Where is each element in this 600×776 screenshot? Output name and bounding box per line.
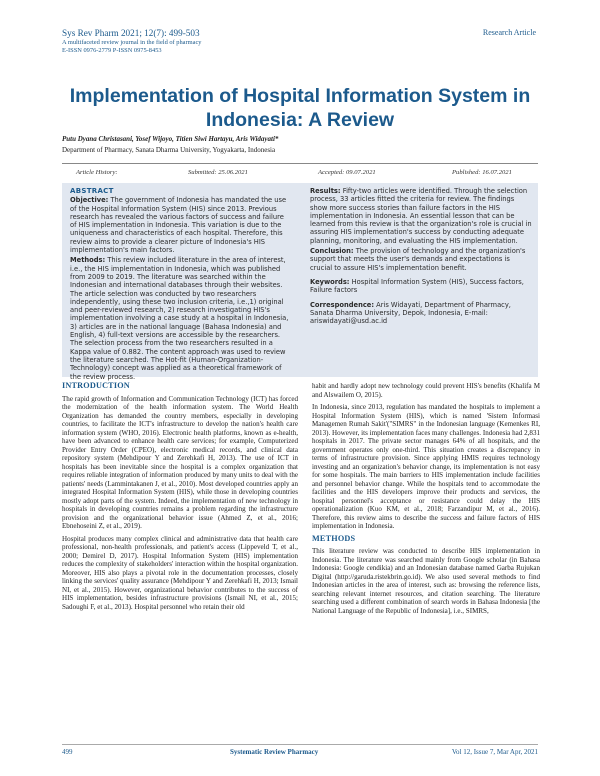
intro-paragraph-4: In Indonesia, since 2013, regulation has mandated the hospitals to implement a Hospital Information System (HIS), which is named 'Sistem Informasi Managemen Rumah Sakit'("SIMRS" in the Indonesian language (Kemenkes RI, 2013). However, its implementation faces many challenges. Indonesia had 2,831 hospitals in 2017. The private sector manages 64% of all hospitals, and the government operates only one-third. This situation creates a discrepancy in terms of infrastructure provision. Since applying HMIS requires technology investing and an organization's behavior change, its implementation is not easy for some hospitals. The main barriers to HIS implementation include facilities and personnel behavior change. While the hospitals tend to accommodate the facilities and the HIS developers improve their products and services, the hospital personnel's acceptance or resistance could delay the HIS operationalization (Kuo KM, et al., 2018; Farzandipur M, et al., 2016). Therefore, this review aims to describe the success and failure factors of HIS implementation in Indonesia. bbox=[312, 403, 540, 530]
submitted-date: Submitted: 25.06.2021 bbox=[188, 169, 248, 176]
abstract-results: Results: Fifty-two articles were identified. Through the selection process, 33 articles fitted the criteria for review. The findings show more success stories than failure factors in the HIS implementation in Indonesia. An essential lesson that can be learned from this review is that the organization's role is crucial in assuring HIS implementation's success by conducting adequate planning, monitoring, and evaluating the HIS implementation. bbox=[310, 187, 532, 245]
article-history bbox=[62, 163, 538, 185]
history-label: Article History: bbox=[76, 169, 118, 176]
body-right-column bbox=[312, 382, 540, 619]
body-left-column bbox=[62, 382, 298, 615]
abstract-objective: Objective: The government of Indonesia has mandated the use of the Hospital Information System (HIS) since 2013. Previous research has revealed the various factors of success and failure of HIS implementation in Indonesia. This variation is due to the uniqueness and characteristics of each hospital. Therefore, this review aims to provide a clearer picture of Indonesia's HIS implementation's main factors. bbox=[70, 196, 287, 255]
abstract-methods: Methods: This review included literature in the area of interest, i.e., the HIS implementation in Indonesia, which was published from 2009 to 2019. The literature was searched within the Indonesian and international databases through their websites. The article selection was conducted by two researchers independently, using these two inclusion criteria, i.e.,1) original and peer-reviewed research, 2) research investigating HIS's implementation involving a case study at a hospital in Indonesia, 3) articles are in the national language (Bahasa Indonesia) and English, 4) full-text versions are accessible by the researchers. The selection process from the two researchers resulted in a Kappa value of 0.882. The content approach was used to review the literature searched. The Hot-fit (Human-Organization-Technology) concept was applied as a theoretical framework of the review process. bbox=[70, 256, 289, 381]
introduction-heading: INTRODUCTION bbox=[62, 381, 130, 390]
journal-subtitle: A multifaceted review journal in the field of pharmacy bbox=[62, 39, 202, 46]
intro-paragraph-1: The rapid growth of Information and Communication Technology (ICT) has forced the modernization of the health information system. The World Health Organization has demanded the country members, especially in developing countries, to facilitate the ICT's infrastructure to develop the nation's health care information system (WHO, 2016). Electronic health platforms, known as e-health, have been advanced to enhance health care services; for example, Computerized Provider Entry Order (CPEO), electronic medical records, and clinical data repository system (Mehdipour Y and Zerehkafi H, 2013). The use of ICT in hospitals has been inevitable since the hospital is a complex organization that requires reliable integration of information produced by many units to deal with the patients' needs (Lammintakanen J, et al., 2010). Most developed countries apply an integrated Hospital Information System (HIS), while those in developing countries mostly adopt parts of the system. Indeed, the implementation of new technology in hospitals in developing countries remains a problem regarding the infrastructure provision and the organizational behavior issue (Ahmed Z, et al., 2016; Ebnehoseini Z, et al., 2019). bbox=[62, 394, 298, 530]
page-footer bbox=[62, 744, 538, 759]
abstract-keywords: Keywords: Hospital Information System (HIS), Success factors, Failure factors bbox=[310, 277, 524, 295]
paper-title: Implementation of Hospital Information System in Indonesia: A Review bbox=[69, 85, 531, 131]
abstract-right-column bbox=[310, 187, 532, 327]
abstract-box bbox=[62, 183, 538, 381]
journal-issn: E-ISSN 0976-2779 P-ISSN 0975-8453 bbox=[62, 47, 162, 54]
intro-paragraph-2: Hospital produces many complex clinical and administrative data that health care professional, non-health professionals, and patient's access (Lippeveld T, et al., 2000; Demirel D, 2017). Hospital Information System (HIS) implementation reduces the complexity of stakeholders' interaction within the hospital organization. Moreover, HIS also plays a pivotal role in the documentation processes, closely linking the services' quality assurance (Mehdipour Y and Zerehkafi H, 2013; Ismail NI, et al., 2015). However, organizational behavior contributes to the success of HIS implementation, besides infrastructure provisions (Ismail NI, et al., 2015; Sadoughi F, et al., 2013). Hospital personnel who retain their old bbox=[62, 534, 298, 611]
footer-journal: Systematic Review Pharmacy bbox=[230, 748, 319, 756]
article-type: Research Article bbox=[482, 28, 536, 37]
abstract-conclusion: Conclusion: The provision of technology and the organization's support that meets the user's demands and expectations is crucial to assure HIS's implementation benefit. bbox=[310, 247, 526, 272]
journal-citation: Sys Rev Pharm 2021; 12(7): 499-503 bbox=[62, 28, 200, 38]
methods-heading: METHODS bbox=[312, 533, 356, 543]
affiliation: Department of Pharmacy, Sanata Dharma University, Yogyakarta, Indonesia bbox=[62, 146, 276, 154]
methods-paragraph-1: This literature review was conducted to describe HIS implementation in Indonesia. The literature was searched mainly from Google scholar (in Bahasa Indonesia: Google cendikia) and an Indonesian database named Garba Rujukan Digital (http://garuda.ristekbrin.go.id). We also used several methods to find Indonesian articles in the area of interest, such as: browsing the reference lists, searching relevant internet resources, and citation searching. The literature searching used a different combination of search words in Bahasa Indonesia [the National Language of the Republic of Indonesia], i.e., SIMRS, bbox=[312, 547, 540, 615]
abstract-correspondence: Correspondence: Aris Widayati, Department of Pharmacy, Sanata Dharma University, Depok, Indonesia, E-mail: ariswidayati@usd.ac.id bbox=[310, 300, 511, 326]
footer-volume: Vol 12, Issue 7, Mar Apr, 2021 bbox=[451, 748, 538, 756]
journal-header bbox=[62, 28, 392, 55]
intro-paragraph-3: habit and hardly adopt new technology could prevent HIS's benefits (Khalifa M and Alswailem O, 2015). bbox=[312, 382, 540, 399]
accepted-date: Accepted: 09.07.2021 bbox=[318, 169, 376, 176]
abstract-heading: ABSTRACT bbox=[70, 187, 114, 195]
page-number: 499 bbox=[62, 748, 73, 756]
published-date: Published: 16.07.2021 bbox=[452, 169, 512, 176]
abstract-left-column bbox=[70, 187, 290, 383]
author-list: Putu Dyana Christasani, Yosef Wijoyo, Titien Siwi Hartayu, Aris Widayati* bbox=[62, 135, 279, 143]
